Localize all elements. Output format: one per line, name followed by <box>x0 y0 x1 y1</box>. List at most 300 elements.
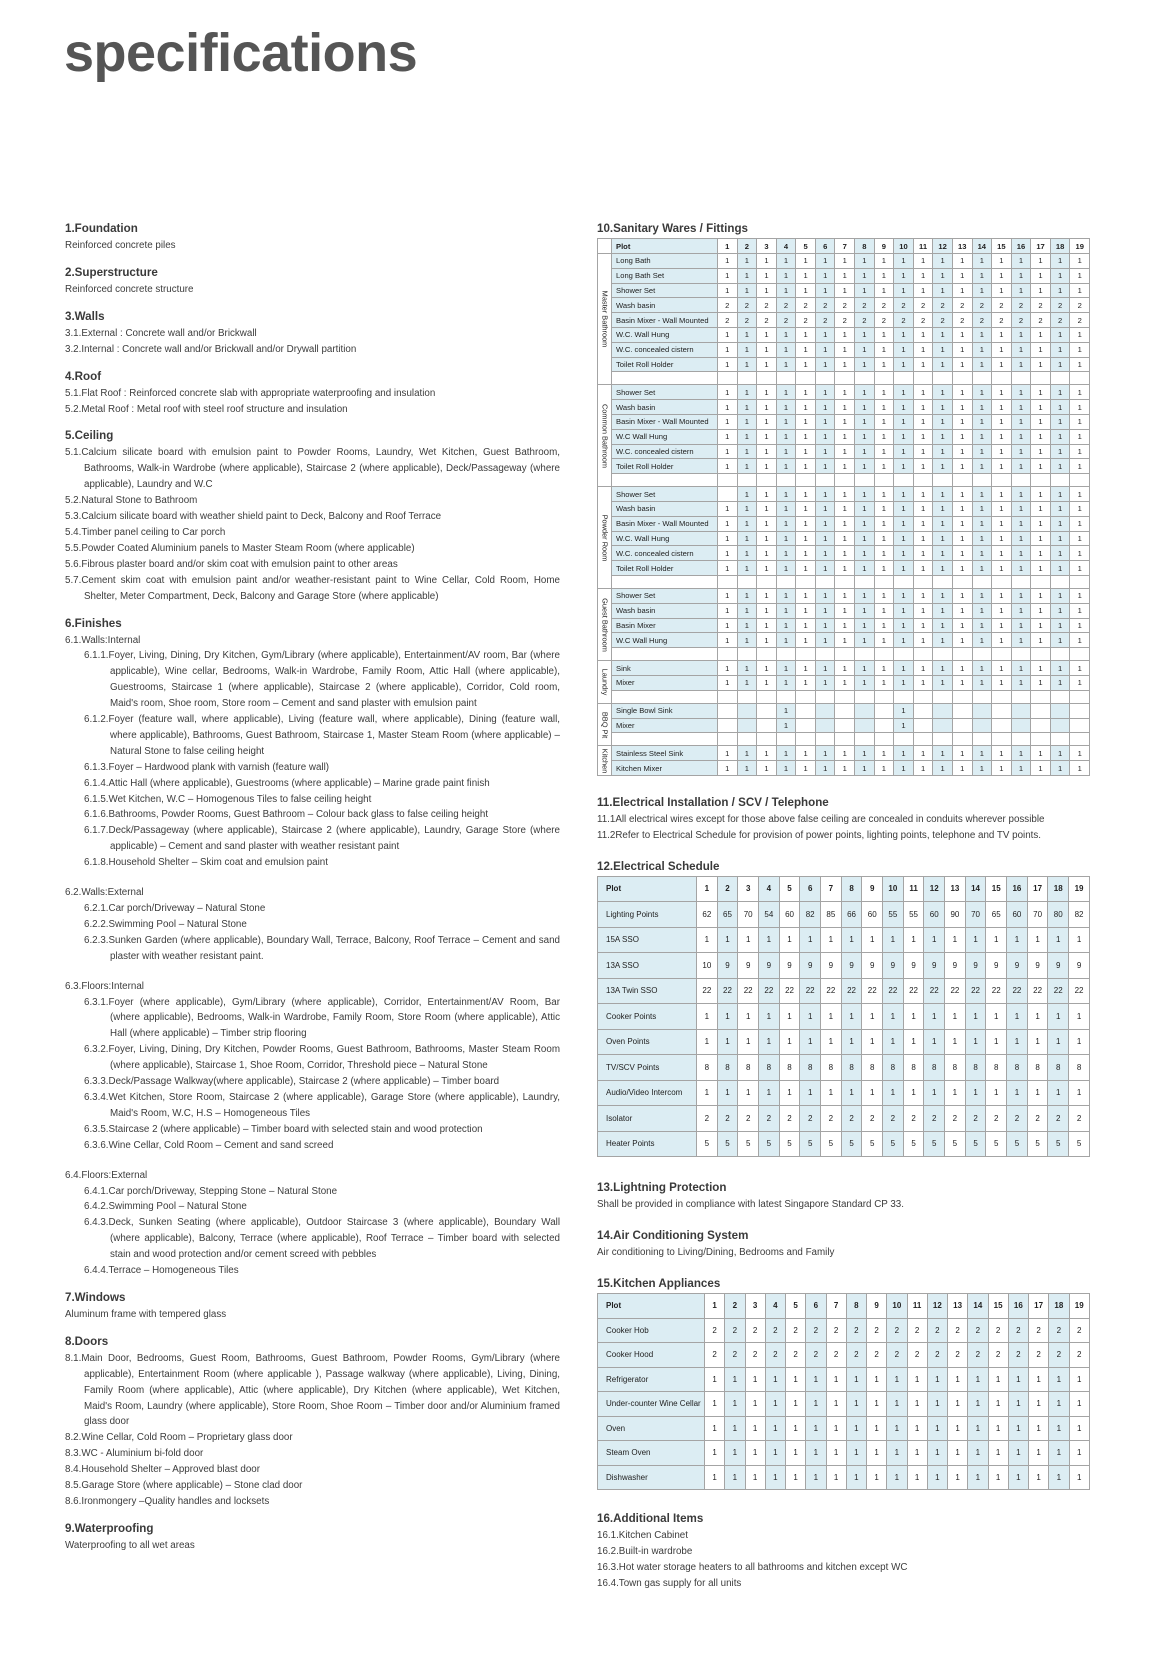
spacer-cell <box>894 575 914 588</box>
value-cell: 1 <box>945 1029 966 1055</box>
table-row <box>598 1080 1090 1106</box>
row-label: 13A Twin SSO <box>598 978 697 1004</box>
value-cell: 1 <box>855 268 875 283</box>
row-label: Steam Oven <box>598 1441 705 1466</box>
plot-header: 19 <box>1069 876 1090 902</box>
value-cell: 9 <box>1048 953 1069 979</box>
spacer-cell <box>796 690 816 703</box>
section-line: Reinforced concrete structure <box>65 283 194 295</box>
value-cell: 1 <box>855 633 875 648</box>
value-cell: 1 <box>800 1029 821 1055</box>
value-cell: 1 <box>776 357 796 372</box>
plot-header: 4 <box>765 1294 785 1319</box>
header-label: Plot <box>598 876 697 902</box>
table-row <box>598 1343 1090 1368</box>
plot-header: 6 <box>800 876 821 902</box>
value-cell: 1 <box>992 414 1012 429</box>
plot-header: 3 <box>757 239 777 254</box>
value-cell: 1 <box>718 675 738 690</box>
value-cell: 1 <box>815 385 835 400</box>
value-cell: 1 <box>745 1416 765 1441</box>
value-cell: 1 <box>887 1465 907 1490</box>
value-cell: 1 <box>796 633 816 648</box>
value-cell: 1 <box>992 546 1012 561</box>
value-cell: 1 <box>894 459 914 474</box>
value-cell: 2 <box>887 1318 907 1343</box>
spacer-cell <box>737 733 757 746</box>
value-cell: 2 <box>757 298 777 313</box>
spacer-cell <box>1050 690 1070 703</box>
value-cell: 2 <box>927 1318 947 1343</box>
value-cell: 1 <box>796 516 816 531</box>
value-cell: 1 <box>796 357 816 372</box>
value-cell: 2 <box>927 1343 947 1368</box>
value-cell: 1 <box>737 675 757 690</box>
plot-header: 10 <box>887 1294 907 1319</box>
row-label: Cooker Points <box>598 1004 697 1030</box>
section-heading: 14.Air Conditioning System <box>597 1229 749 1243</box>
plot-header: 7 <box>826 1294 846 1319</box>
value-cell: 1 <box>737 761 757 776</box>
value-cell: 1 <box>1011 746 1031 761</box>
value-cell: 1 <box>776 531 796 546</box>
value-cell: 1 <box>796 385 816 400</box>
value-cell: 1 <box>972 501 992 516</box>
value-cell: 9 <box>841 953 862 979</box>
section-line: 6.1.Walls:Internal <box>65 634 141 646</box>
value-cell: 1 <box>1070 588 1090 603</box>
value-cell: 1 <box>855 400 875 415</box>
value-cell: 1 <box>796 414 816 429</box>
plot-header: 5 <box>779 876 800 902</box>
value-cell: 1 <box>913 357 933 372</box>
value-cell: 1 <box>776 546 796 561</box>
value-cell: 2 <box>972 298 992 313</box>
spacer-cell <box>1011 474 1031 487</box>
value-cell: 1 <box>1050 661 1070 676</box>
value-cell: 1 <box>1070 459 1090 474</box>
plot-header: 6 <box>815 239 835 254</box>
value-cell: 1 <box>757 501 777 516</box>
value-cell: 1 <box>945 1004 966 1030</box>
value-cell: 2 <box>913 313 933 328</box>
plot-header: 4 <box>759 876 780 902</box>
value-cell: 2 <box>1070 298 1090 313</box>
spacer-cell <box>952 733 972 746</box>
section-heading: 9.Waterproofing <box>65 1521 154 1535</box>
value-cell: 1 <box>815 357 835 372</box>
section-line: 6.3.1.Foyer (where applicable), Gym/Library (where applicable), Corridor, Entertainment/AV Room, Bar (where applicable), Bedrooms, Walk-in Wardrobe, Family Room, Store Room (where applicable), Attic Hall (where applicable) – Timber strip flooring <box>84 996 560 1040</box>
table-row <box>598 1416 1090 1441</box>
value-cell: 1 <box>948 1392 968 1417</box>
value-cell: 1 <box>933 516 953 531</box>
plot-header: 5 <box>786 1294 806 1319</box>
value-cell: 1 <box>903 1029 924 1055</box>
value-cell: 1 <box>986 1004 1007 1030</box>
value-cell: 1 <box>1070 546 1090 561</box>
value-cell: 1 <box>1007 1004 1028 1030</box>
value-cell: 1 <box>952 283 972 298</box>
value-cell: 1 <box>887 1416 907 1441</box>
value-cell: 1 <box>718 633 738 648</box>
value-cell: 1 <box>1011 603 1031 618</box>
value-cell: 1 <box>933 501 953 516</box>
value-cell: 1 <box>776 400 796 415</box>
value-cell: 1 <box>1011 254 1031 269</box>
kitchen-appliances-table <box>597 1293 1090 1490</box>
row-label: Heater Points <box>598 1131 697 1157</box>
section-heading: 6.Finishes <box>65 616 122 630</box>
value-cell: 1 <box>815 400 835 415</box>
value-cell: 1 <box>907 1465 927 1490</box>
value-cell: 1 <box>705 1416 725 1441</box>
spacer-cell <box>1011 648 1031 661</box>
value-cell: 1 <box>1070 400 1090 415</box>
plot-header: 8 <box>841 876 862 902</box>
value-cell: 1 <box>924 927 945 953</box>
value-cell: 82 <box>800 902 821 928</box>
spacer-cell <box>992 690 1012 703</box>
value-cell <box>1031 718 1051 733</box>
value-cell: 5 <box>738 1131 759 1157</box>
spec-section <box>65 370 560 418</box>
section-line: 6.2.Walls:External <box>65 887 144 899</box>
value-cell: 1 <box>968 1465 988 1490</box>
value-cell: 1 <box>913 487 933 502</box>
table-row <box>598 1004 1090 1030</box>
corner-cell <box>598 239 612 254</box>
value-cell <box>855 718 875 733</box>
value-cell: 1 <box>992 357 1012 372</box>
value-cell: 1 <box>927 1441 947 1466</box>
value-cell: 1 <box>796 487 816 502</box>
value-cell: 1 <box>933 661 953 676</box>
value-cell: 1 <box>718 531 738 546</box>
value-cell: 1 <box>952 661 972 676</box>
value-cell: 2 <box>867 1343 887 1368</box>
value-cell: 1 <box>835 327 855 342</box>
value-cell: 1 <box>796 546 816 561</box>
value-cell: 1 <box>786 1465 806 1490</box>
value-cell: 1 <box>972 516 992 531</box>
value-cell: 9 <box>883 953 904 979</box>
value-cell: 8 <box>945 1055 966 1081</box>
value-cell: 1 <box>776 746 796 761</box>
value-cell: 1 <box>894 588 914 603</box>
value-cell: 8 <box>800 1055 821 1081</box>
row-label: Dishwasher <box>598 1465 705 1490</box>
spacer-cell <box>796 372 816 385</box>
row-label: 15A SSO <box>598 927 697 953</box>
spacer-cell <box>952 372 972 385</box>
spacer-cell <box>972 648 992 661</box>
value-cell: 1 <box>1070 283 1090 298</box>
value-cell: 2 <box>862 1106 883 1132</box>
value-cell: 1 <box>815 327 835 342</box>
value-cell: 1 <box>718 761 738 776</box>
value-cell: 22 <box>841 978 862 1004</box>
group-label <box>598 254 612 385</box>
value-cell: 1 <box>757 618 777 633</box>
value-cell: 1 <box>796 501 816 516</box>
spacer-cell <box>874 648 894 661</box>
table-row <box>598 588 1090 603</box>
value-cell: 5 <box>1069 1131 1090 1157</box>
value-cell: 1 <box>874 746 894 761</box>
value-cell: 1 <box>867 1465 887 1490</box>
value-cell: 1 <box>933 327 953 342</box>
value-cell: 2 <box>952 298 972 313</box>
value-cell: 1 <box>796 444 816 459</box>
spacer-cell <box>972 733 992 746</box>
section-line: 5.7.Cement skim coat with emulsion paint and/or weather-resistant paint to Wine Cellar, Cold Room, Home Shelter, Meter Compartment, Deck, Balcony and Garage Store (where applicable) <box>65 574 560 602</box>
value-cell: 8 <box>986 1055 1007 1081</box>
value-cell: 1 <box>933 342 953 357</box>
value-cell <box>874 703 894 718</box>
value-cell: 1 <box>1070 429 1090 444</box>
value-cell: 1 <box>757 268 777 283</box>
value-cell: 2 <box>1069 1343 1090 1368</box>
plot-header: 15 <box>988 1294 1008 1319</box>
value-cell: 1 <box>1011 561 1031 576</box>
section-line: 16.1.Kitchen Cabinet <box>597 1530 688 1542</box>
value-cell: 1 <box>952 561 972 576</box>
value-cell: 1 <box>1007 1080 1028 1106</box>
value-cell: 5 <box>903 1131 924 1157</box>
row-label: Toilet Roll Holder <box>612 459 718 474</box>
row-label: Long Bath Set <box>612 268 718 283</box>
value-cell: 1 <box>776 633 796 648</box>
value-cell: 1 <box>757 487 777 502</box>
value-cell: 1 <box>1011 268 1031 283</box>
value-cell: 1 <box>776 618 796 633</box>
value-cell: 2 <box>972 313 992 328</box>
row-label: Basin Mixer <box>612 618 718 633</box>
value-cell <box>1031 703 1051 718</box>
section-heading: 8.Doors <box>65 1334 109 1348</box>
value-cell: 1 <box>725 1392 745 1417</box>
section-electrical-installation <box>597 796 1097 844</box>
value-cell: 1 <box>933 400 953 415</box>
spacer-cell <box>855 474 875 487</box>
value-cell: 1 <box>1031 342 1051 357</box>
value-cell: 2 <box>874 298 894 313</box>
value-cell: 1 <box>815 561 835 576</box>
value-cell: 2 <box>815 313 835 328</box>
value-cell: 1 <box>992 327 1012 342</box>
value-cell: 54 <box>759 902 780 928</box>
value-cell: 1 <box>874 268 894 283</box>
value-cell: 1 <box>745 1392 765 1417</box>
value-cell: 1 <box>1029 1465 1049 1490</box>
spacer-cell <box>992 575 1012 588</box>
value-cell: 1 <box>948 1367 968 1392</box>
spacer-cell <box>796 474 816 487</box>
spec-section <box>65 310 560 358</box>
value-cell: 1 <box>786 1416 806 1441</box>
value-cell: 1 <box>718 400 738 415</box>
value-cell: 2 <box>835 298 855 313</box>
value-cell: 1 <box>1070 342 1090 357</box>
value-cell: 1 <box>874 459 894 474</box>
value-cell: 1 <box>992 444 1012 459</box>
section-line: 8.5.Garage Store (where applicable) – Stone clad door <box>65 1480 303 1492</box>
value-cell: 1 <box>952 327 972 342</box>
table-row <box>598 746 1090 761</box>
section-line: 6.1.3.Foyer – Hardwood plank with varnish (feature wall) <box>84 761 330 773</box>
value-cell: 5 <box>800 1131 821 1157</box>
plot-header: 2 <box>737 239 757 254</box>
spacer-cell <box>894 690 914 703</box>
value-cell: 1 <box>835 459 855 474</box>
section-line: 8.4.Household Shelter – Approved blast door <box>65 1464 260 1476</box>
value-cell: 1 <box>737 400 757 415</box>
table-row <box>598 254 1090 269</box>
value-cell: 1 <box>894 429 914 444</box>
group-label-text: Kitchen <box>600 748 609 773</box>
value-cell: 1 <box>1011 546 1031 561</box>
row-label: W.C. concealed cistern <box>612 342 718 357</box>
section-line: 6.1.8.Household Shelter – Skim coat and emulsion paint <box>84 857 328 869</box>
value-cell: 1 <box>907 1392 927 1417</box>
value-cell: 1 <box>776 268 796 283</box>
plot-header: 1 <box>697 876 718 902</box>
spacer-cell <box>612 474 718 487</box>
group-label <box>598 487 612 589</box>
value-cell: 5 <box>759 1131 780 1157</box>
value-cell: 1 <box>855 357 875 372</box>
value-cell: 1 <box>796 429 816 444</box>
spacer-cell <box>815 372 835 385</box>
value-cell: 1 <box>765 1465 785 1490</box>
section-heading: 11.Electrical Installation / SCV / Telephone <box>597 795 829 809</box>
value-cell: 1 <box>1050 385 1070 400</box>
value-cell: 1 <box>992 385 1012 400</box>
value-cell: 1 <box>757 761 777 776</box>
value-cell: 1 <box>1050 761 1070 776</box>
value-cell: 1 <box>786 1367 806 1392</box>
value-cell: 1 <box>862 1004 883 1030</box>
row-label: Kitchen Mixer <box>612 761 718 776</box>
value-cell: 1 <box>815 342 835 357</box>
value-cell: 1 <box>1011 400 1031 415</box>
section-line: Waterproofing to all wet areas <box>65 1539 195 1551</box>
value-cell: 1 <box>765 1367 785 1392</box>
value-cell: 1 <box>1049 1392 1069 1417</box>
value-cell: 1 <box>1007 1029 1028 1055</box>
row-label: Shower Set <box>612 283 718 298</box>
value-cell: 1 <box>765 1416 785 1441</box>
value-cell: 2 <box>759 1106 780 1132</box>
value-cell: 2 <box>806 1343 826 1368</box>
section-line: 3.2.Internal : Concrete wall and/or Brickwall and/or Drywall partition <box>65 343 357 355</box>
value-cell: 1 <box>933 546 953 561</box>
page-title: specifications <box>64 23 418 83</box>
value-cell: 2 <box>903 1106 924 1132</box>
value-cell: 1 <box>855 429 875 444</box>
value-cell: 1 <box>894 254 914 269</box>
value-cell: 5 <box>717 1131 738 1157</box>
value-cell: 1 <box>972 633 992 648</box>
value-cell: 1 <box>874 414 894 429</box>
value-cell: 1 <box>992 342 1012 357</box>
value-cell: 1 <box>927 1465 947 1490</box>
plot-header: 14 <box>965 876 986 902</box>
section-line: 5.6.Fibrous plaster board and/or skim coat with emulsion paint to other areas <box>65 558 398 570</box>
value-cell: 5 <box>1048 1131 1069 1157</box>
value-cell: 8 <box>883 1055 904 1081</box>
table-row <box>598 516 1090 531</box>
value-cell: 1 <box>855 618 875 633</box>
spacer-cell <box>612 733 718 746</box>
value-cell: 1 <box>835 342 855 357</box>
spacer-cell <box>1011 575 1031 588</box>
value-cell: 22 <box>1007 978 1028 1004</box>
spacer-cell <box>855 690 875 703</box>
value-cell: 8 <box>862 1055 883 1081</box>
value-cell: 1 <box>815 633 835 648</box>
value-cell: 1 <box>1050 531 1070 546</box>
value-cell: 1 <box>894 746 914 761</box>
value-cell: 1 <box>867 1441 887 1466</box>
value-cell: 1 <box>1069 1029 1090 1055</box>
value-cell: 1 <box>776 342 796 357</box>
value-cell: 1 <box>835 400 855 415</box>
value-cell: 1 <box>867 1416 887 1441</box>
spacer-row <box>598 648 1090 661</box>
value-cell: 22 <box>1027 978 1048 1004</box>
value-cell: 2 <box>786 1318 806 1343</box>
plot-header: 14 <box>972 239 992 254</box>
value-cell: 1 <box>894 487 914 502</box>
value-cell: 1 <box>796 561 816 576</box>
plot-header: 9 <box>867 1294 887 1319</box>
value-cell: 1 <box>779 1080 800 1106</box>
section-line: 6.3.3.Deck/Passage Walkway(where applicable), Staircase 2 (where applicable) – Timber board <box>84 1076 500 1088</box>
value-cell: 1 <box>737 531 757 546</box>
value-cell: 1 <box>806 1392 826 1417</box>
section-heading: 3.Walls <box>65 309 105 323</box>
value-cell: 1 <box>913 633 933 648</box>
section-line: 8.2.Wine Cellar, Cold Room – Proprietary glass door <box>65 1432 293 1444</box>
value-cell: 1 <box>835 501 855 516</box>
row-label: Mixer <box>612 675 718 690</box>
value-cell <box>718 487 738 502</box>
value-cell: 1 <box>1011 501 1031 516</box>
value-cell: 8 <box>903 1055 924 1081</box>
table-row <box>598 1055 1090 1081</box>
value-cell: 1 <box>855 254 875 269</box>
value-cell: 8 <box>1027 1055 1048 1081</box>
value-cell: 1 <box>1011 487 1031 502</box>
value-cell: 1 <box>874 546 894 561</box>
value-cell: 8 <box>924 1055 945 1081</box>
value-cell: 1 <box>1011 531 1031 546</box>
spacer-cell <box>737 648 757 661</box>
value-cell: 1 <box>933 357 953 372</box>
section-lightning-protection <box>597 1181 1097 1213</box>
value-cell: 1 <box>1031 588 1051 603</box>
section-line: 5.1.Calcium silicate board with emulsion paint to Powder Rooms, Laundry, Wet Kitchen, Guest Bathroom, Bathrooms, Walk-in Wardrobe (where applicable), Staircase 2 (where applicable), Deck/Passageway (where applicable), Laundry and W.C <box>65 447 560 491</box>
value-cell: 2 <box>776 298 796 313</box>
value-cell: 1 <box>1011 761 1031 776</box>
spacer-cell <box>1031 648 1051 661</box>
value-cell <box>933 718 953 733</box>
value-cell: 1 <box>826 1465 846 1490</box>
value-cell: 1 <box>933 531 953 546</box>
value-cell: 1 <box>972 675 992 690</box>
value-cell: 1 <box>913 561 933 576</box>
